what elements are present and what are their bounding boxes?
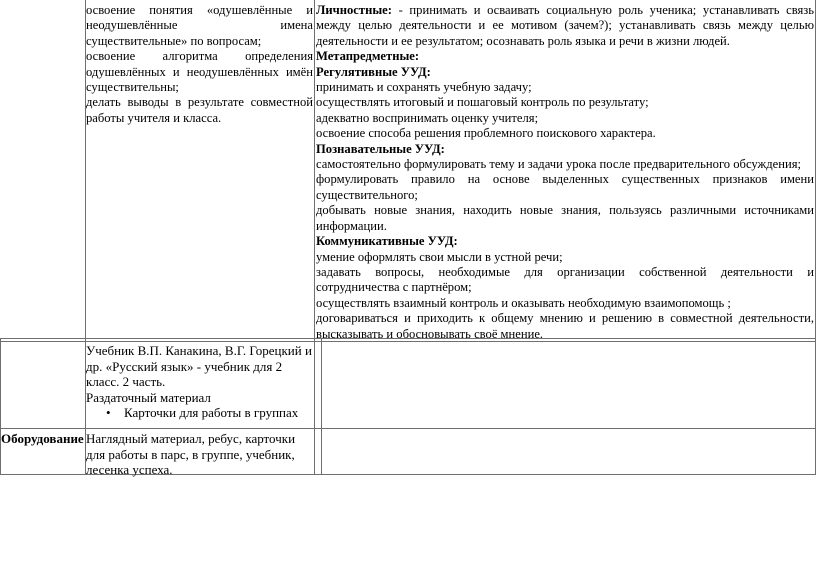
regulatory-item: освоение способа решения проблемного поискового характера.: [316, 126, 656, 141]
table-column-divider-2: [314, 0, 315, 475]
equipment-line: лесенка успеха.: [86, 462, 173, 478]
personal-outcomes-heading: Личностные:: [316, 3, 392, 17]
objectives-line: работы учителя и класса.: [86, 110, 222, 125]
communicative-item: договариваться и приходить к общему мнению и решению в совместной деятельности,: [316, 311, 814, 326]
objectives-line: существительные» по вопросам;: [86, 33, 262, 48]
cognitive-item-continued: информации.: [316, 218, 387, 233]
outcomes-cell: [316, 3, 814, 342]
personal-outcomes-text: - принимать и осваивать социальную роль ученика; устанавливать связь: [391, 3, 814, 17]
objectives-line: существительны;: [86, 80, 179, 95]
communicative-item-continued: сотрудничества с партнёром;: [316, 280, 472, 295]
cognitive-item: самостоятельно формулировать тему и задачи урока после предварительного обсуждения;: [316, 157, 801, 172]
communicative-item-continued: высказывать и обосновывать своё мнение.: [316, 326, 544, 341]
handout-list: [86, 405, 313, 421]
table-column-divider-3: [321, 338, 322, 475]
communicative-item: умение оформлять свои мысли в устной речи;: [316, 249, 563, 264]
table-border-left: [0, 338, 1, 475]
equipment-line: Наглядный материал, ребус, карточки: [86, 431, 296, 446]
textbook-line: др. «Русский язык» - учебник для 2: [86, 358, 283, 374]
communicative-item: задавать вопросы, необходимые для организации собственной деятельности и: [316, 264, 814, 279]
textbook-line: Раздаточный материал: [86, 389, 211, 405]
regulatory-heading: Регулятивные УУД:: [316, 64, 431, 79]
cognitive-item-continued: существительного;: [316, 187, 418, 202]
equipment-cell: [86, 431, 313, 478]
equipment-label: Оборудование: [1, 431, 84, 446]
regulatory-item: адекватно воспринимать оценку учителя;: [316, 110, 539, 125]
textbook-line: Учебник В.П. Канакина, В.Г. Горецкий и: [86, 343, 312, 358]
objectives-line: освоение понятия «одушевлённые и: [86, 3, 313, 17]
cognitive-item: формулировать правило на основе выделенных существенных признаков имени: [316, 172, 814, 187]
objectives-line: делать выводы в результате совместной: [86, 95, 313, 110]
textbook-cell: [86, 343, 313, 421]
table-row-divider-3: [0, 428, 816, 429]
cognitive-item: добывать новые знания, находить новые знания, пользуясь различными источниками: [316, 203, 814, 218]
handout-list-item: • Карточки для работы в группах: [86, 405, 313, 421]
textbook-line: класс. 2 часть.: [86, 374, 166, 390]
regulatory-item: принимать и сохранять учебную задачу;: [316, 80, 532, 95]
objectives-line: неодушевлённые имена: [86, 18, 313, 33]
personal-outcomes-line: [316, 3, 814, 18]
equipment-line: для работы в парс, в группе, учебник,: [86, 446, 295, 462]
objectives-line: одушевлённых и неодушевлённых имён: [86, 64, 313, 79]
cognitive-heading: Познавательные УУД:: [316, 141, 445, 156]
objectives-cell: [86, 3, 313, 126]
communicative-heading: Коммуникативные УУД:: [316, 234, 458, 249]
personal-outcomes-line: деятельности и ее результатом; осознавать роль языка и речи в жизни людей.: [316, 33, 730, 48]
metasubject-heading: Метапредметные:: [316, 49, 420, 64]
personal-outcomes-line: между целью деятельности и ее мотивом (зачем?); устанавливать связь между целью: [316, 18, 814, 33]
communicative-item: осуществлять взаимный контроль и оказывать необходимую взаимопомощь ;: [316, 295, 731, 310]
regulatory-item: осуществлять итоговый и пошаговый контроль по результату;: [316, 95, 649, 110]
objectives-line: освоение алгоритма определения: [86, 49, 313, 64]
